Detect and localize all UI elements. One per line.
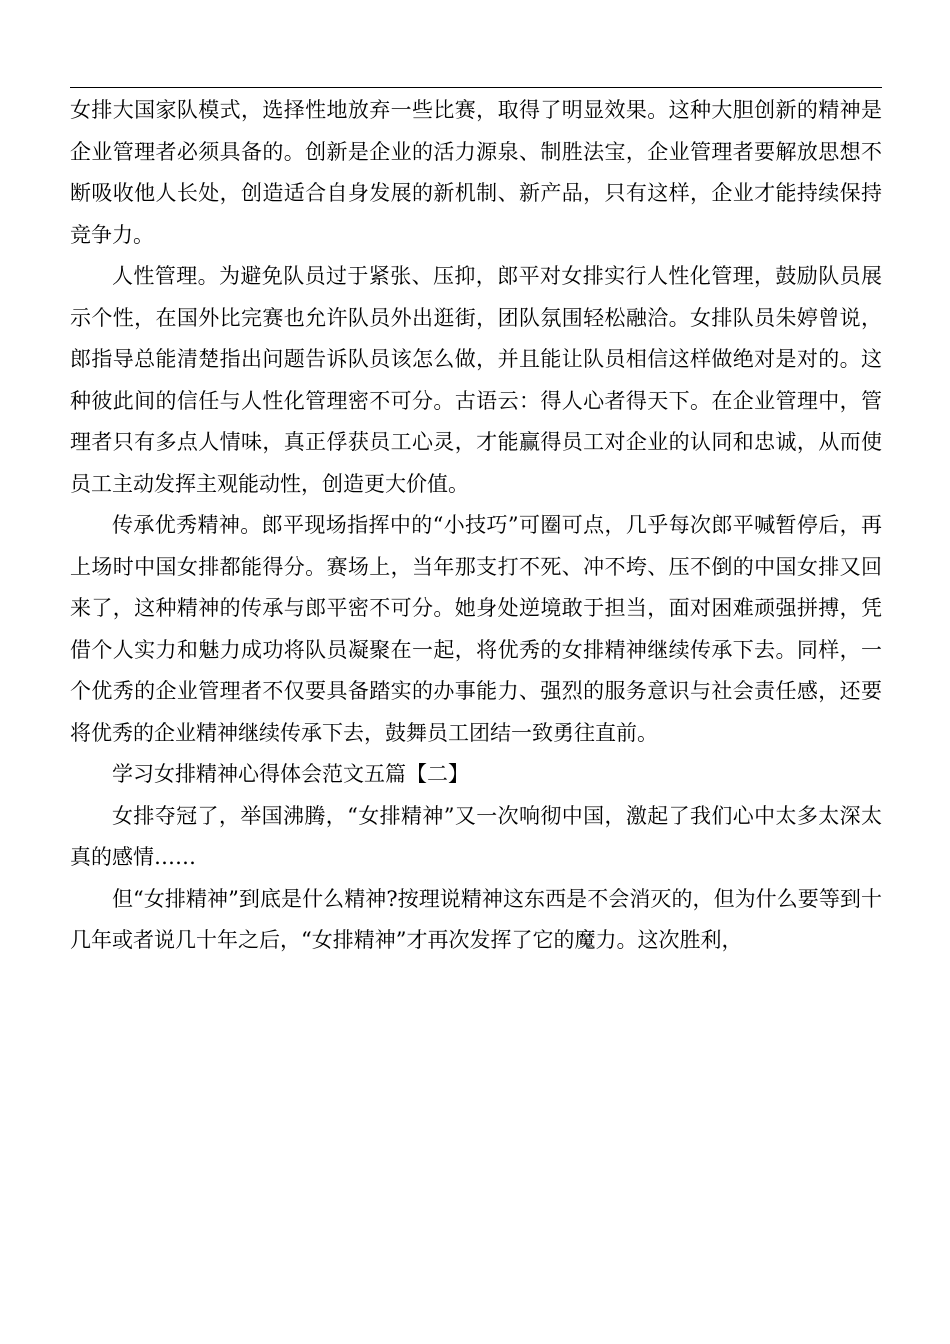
header-rule [70, 87, 882, 88]
paragraph-innovation-continued: 女排大国家队模式，选择性地放弃一些比赛，取得了明显效果。这种大胆创新的精神是企业管理者必须具备的。创新是企业的活力源泉、制胜法宝，企业管理者要解放思想不断吸收他人长处，创造适合自身发展的新机制、新产品，只有这样，企业才能持续保持竞争力。 [70, 98, 882, 247]
document-body [70, 90, 882, 962]
paragraph-humane-management: 人性管理。为避免队员过于紧张、压抑，郎平对女排实行人性化管理，鼓励队员展示个性，在国外比完赛也允许队员外出逛街，团队氛围轻松融洽。女排队员朱婷曾说，郎指导总能清楚指出问题告诉队员该怎么做，并且能让队员相信这样做绝对是对的。这种彼此间的信任与人性化管理密不可分。古语云：得人心者得天下。在企业管理中，管理者只有多点人情味，真正俘获员工心灵，才能赢得员工对企业的认同和忠诚，从而使员工主动发挥主观能动性，创造更大价值。 [70, 264, 882, 496]
section-heading: 学习女排精神心得体会范文五篇【二】 [112, 762, 469, 786]
paragraph-what-spirit: 但“女排精神”到底是什么精神?按理说精神这东西是不会消灭的，但为什么要等到十几年或者说几十年之后，“女排精神”才再次发挥了它的魔力。这次胜利， [70, 886, 882, 952]
paragraph-inherit-spirit: 传承优秀精神。郎平现场指挥中的“小技巧”可圈可点，几乎每次郎平喊暂停后，再上场时中国女排都能得分。赛场上，当年那支打不死、冲不垮、压不倒的中国女排又回来了，这种精神的传承与郎平密不可分。她身处逆境敢于担当，面对困难顽强拼搏，凭借个人实力和魅力成功将队员凝聚在一起，将优秀的女排精神继续传承下去。同样，一个优秀的企业管理者不仅要具备踏实的办事能力、强烈的服务意识与社会责任感，还要将优秀的企业精神继续传承下去，鼓舞员工团结一致勇往直前。 [70, 513, 882, 745]
paragraph-victory: 女排夺冠了，举国沸腾，“女排精神”又一次响彻中国，激起了我们心中太多太深太真的感情…… [70, 803, 882, 869]
